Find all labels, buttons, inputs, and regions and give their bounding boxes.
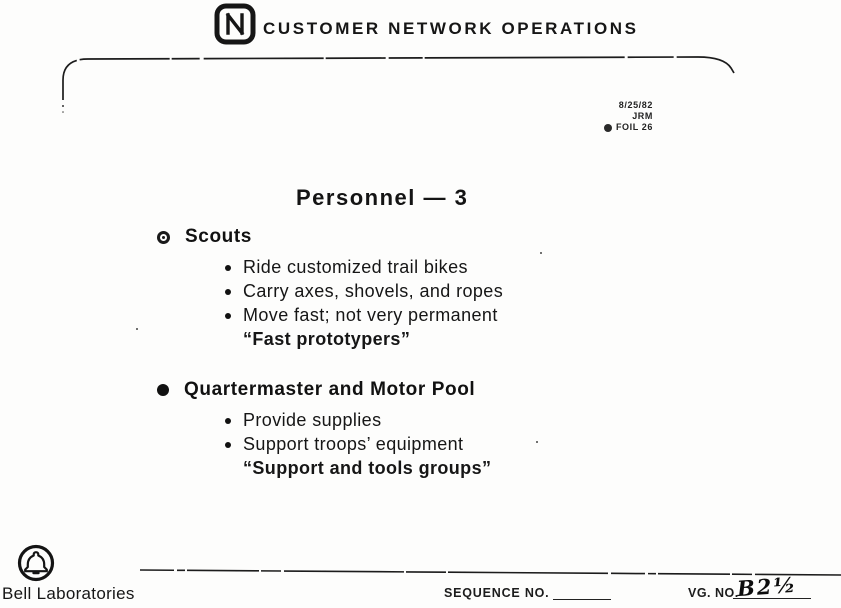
list-item xyxy=(225,432,657,456)
dot-bullet-icon xyxy=(225,418,231,424)
noise-speck xyxy=(540,252,542,254)
cno-logo-icon xyxy=(214,3,256,45)
list-item xyxy=(225,255,657,279)
vg-no-handwritten-value: B2½ xyxy=(736,571,799,602)
section-heading: Scouts xyxy=(185,226,252,247)
sub-items xyxy=(225,255,657,351)
foil-number-row xyxy=(604,122,653,133)
list-item xyxy=(225,408,657,432)
quoted-note: “Fast prototypers” xyxy=(243,329,411,349)
dot-bullet-icon xyxy=(225,313,231,319)
quoted-note: “Support and tools groups” xyxy=(243,458,492,478)
list-item-text: Move fast; not very permanent xyxy=(243,305,498,325)
section-heading-row xyxy=(157,226,657,248)
section-scouts xyxy=(157,226,657,351)
slide-title: Personnel — 3 xyxy=(296,185,469,210)
author-initials: JRM xyxy=(632,111,653,121)
ring-bullet-icon xyxy=(157,231,170,244)
list-item xyxy=(225,279,657,303)
dot-bullet-icon xyxy=(225,442,231,448)
noise-speck xyxy=(536,441,538,443)
corner-info xyxy=(604,100,653,133)
noise-speck xyxy=(136,328,138,330)
vg-no-label: VG. NO. xyxy=(688,586,739,600)
section-quartermaster xyxy=(157,379,657,480)
sub-items xyxy=(225,408,657,480)
dot-bullet-icon xyxy=(225,265,231,271)
bell-mark-icon xyxy=(604,124,612,132)
section-heading-row xyxy=(157,379,657,401)
sequence-no-label: SEQUENCE NO. xyxy=(444,586,550,600)
list-item xyxy=(225,303,657,327)
page-title: CUSTOMER NETWORK OPERATIONS xyxy=(263,19,639,38)
list-item-text: Ride customized trail bikes xyxy=(243,257,468,277)
foil-number: FOIL 26 xyxy=(615,122,653,132)
solid-bullet-icon xyxy=(157,384,169,396)
section-heading: Quartermaster and Motor Pool xyxy=(184,379,476,400)
list-item-text: Provide supplies xyxy=(243,410,382,430)
list-item-text: Support troops’ equipment xyxy=(243,434,464,454)
bullet-list xyxy=(157,226,657,508)
foil-date: 8/25/82 xyxy=(618,100,653,110)
dot-bullet-icon xyxy=(225,289,231,295)
company-name: Bell Laboratories xyxy=(2,584,135,603)
bell-labs-logo-icon xyxy=(16,543,56,583)
vg-no-underline xyxy=(733,584,811,599)
list-item-text: Carry axes, shovels, and ropes xyxy=(243,281,504,301)
sequence-no-blank-line xyxy=(553,585,611,600)
